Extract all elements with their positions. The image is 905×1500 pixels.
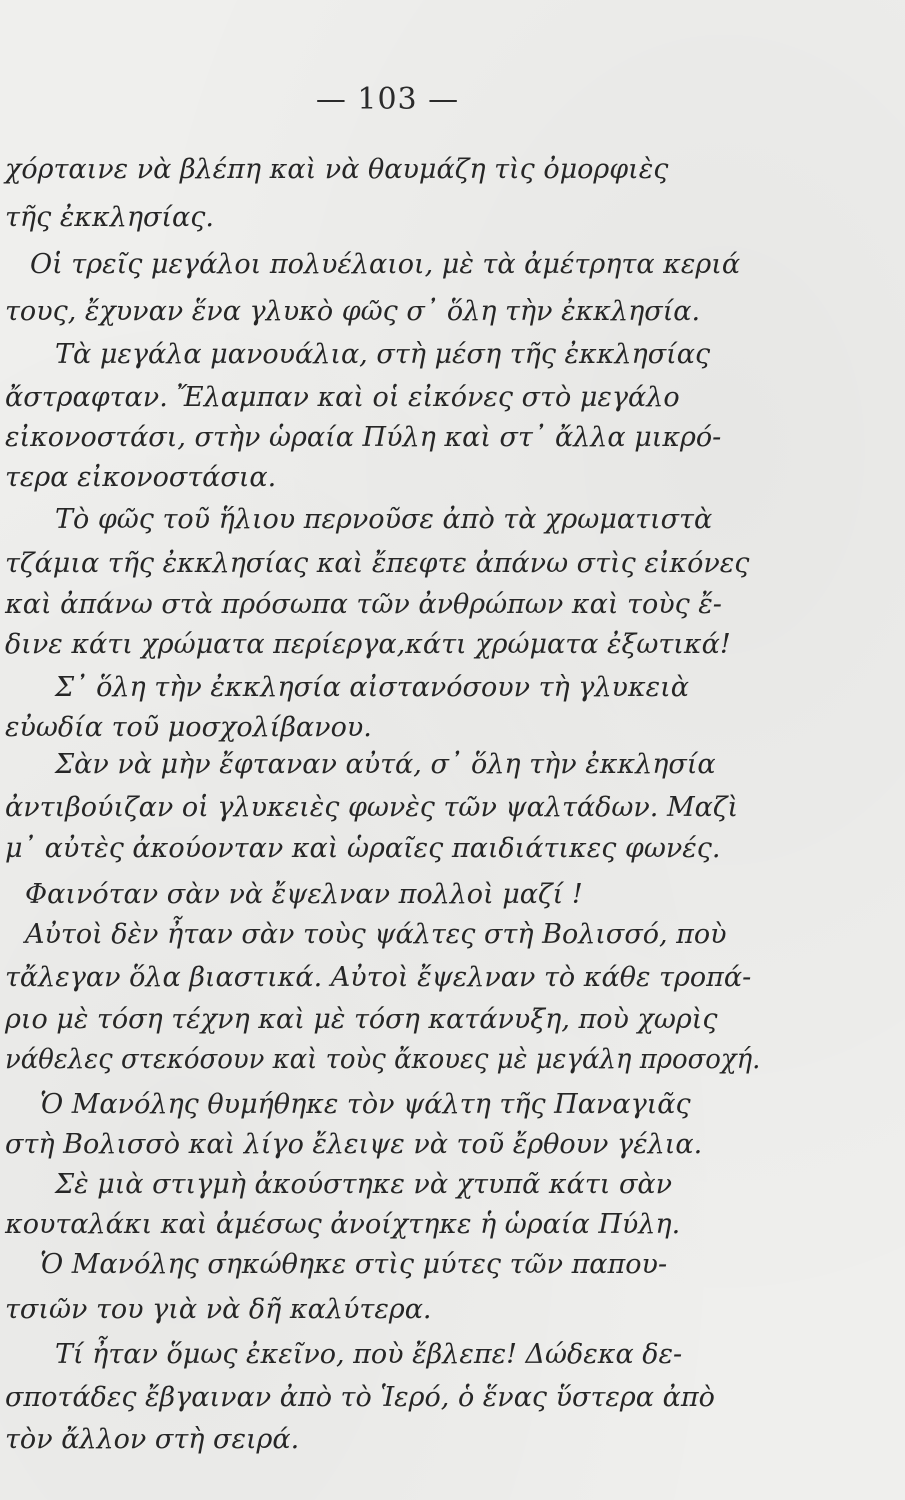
text-line: Αὐτοὶ δὲν ἦταν σὰν τοὺς ψάλτες στὴ Βολισσό, ποὺ (25, 919, 727, 950)
text-line: στὴ Βολισσὸ καὶ λίγο ἔλειψε νὰ τοῦ ἔρθουν γέλια. (5, 1129, 703, 1160)
text-line: τὸν ἄλλον στὴ σειρά. (5, 1424, 300, 1455)
text-line: Τὸ φῶς τοῦ ἥλιου περνοῦσε ἀπὸ τὰ χρωματιστὰ (55, 504, 713, 535)
text-line: τερα εἰκονοστάσια. (5, 462, 277, 493)
text-line: Τί ἦταν ὅμως ἐκεῖνο, ποὺ ἔβλεπε! Δώδεκα δε- (55, 1339, 683, 1370)
text-line: μ᾽ αὐτὲς ἀκούονταν καὶ ὡραῖες παιδιάτικες φωνές. (5, 833, 721, 864)
text-line: τσιῶν του γιὰ νὰ δῆ καλύτερα. (5, 1294, 432, 1325)
text-line: Σὰν νὰ μὴν ἔφταναν αὐτά, σ᾽ ὅλη τὴν ἐκκλησία (55, 749, 716, 780)
text-line: κουταλάκι καὶ ἀμέσως ἀνοίχτηκε ἡ ὡραία Πύλη. (5, 1209, 681, 1240)
text-line: Σὲ μιὰ στιγμὴ ἀκούστηκε νὰ χτυπᾶ κάτι σὰν (55, 1169, 673, 1200)
text-line: σποτάδες ἔβγαιναν ἀπὸ τὸ Ἱερό, ὁ ἕνας ὕστερα ἀπὸ (5, 1382, 715, 1413)
text-line: Σ᾽ ὅλη τὴν ἐκκλησία αἰστανόσουν τὴ γλυκειὰ (55, 672, 689, 703)
text-line: καὶ ἀπάνω στὰ πρόσωπα τῶν ἀνθρώπων καὶ τοὺς ἔ- (5, 589, 722, 620)
text-line: τζάμια τῆς ἐκκλησίας καὶ ἔπεφτε ἀπάνω στὶς εἰκόνες (5, 548, 750, 579)
text-line: Φαινόταν σὰν νὰ ἔψελναν πολλοὶ μαζί ! (25, 879, 583, 910)
text-line: εἰκονοστάσι, στὴν ὡραία Πύλη καὶ στ᾽ ἄλλα μικρό- (5, 422, 722, 453)
text-line: Οἱ τρεῖς μεγάλοι πολυέλαιοι, μὲ τὰ ἀμέτρητα κεριά (30, 249, 741, 280)
text-line: Ὁ Μανόλης θυμήθηκε τὸν ψάλτη τῆς Παναγιᾶς (40, 1089, 691, 1120)
text-line: τἄλεγαν ὅλα βιαστικά. Αὐτοὶ ἔψελναν τὸ κάθε τροπά- (5, 962, 752, 993)
text-line: τους, ἔχυναν ἕνα γλυκὸ φῶς σ᾽ ὅλη τὴν ἐκκλησία. (5, 296, 701, 327)
text-line: τῆς ἐκκλησίας. (5, 202, 214, 233)
page-number: — 103 — (315, 82, 460, 117)
text-line: χόρταινε νὰ βλέπη καὶ νὰ θαυμάζη τὶς ὀμορφιὲς (5, 154, 669, 185)
text-line: εὐωδία τοῦ μοσχολίβανου. (5, 712, 372, 743)
text-line: δινε κάτι χρώματα περίεργα,κάτι χρώματα ἐξωτικά! (5, 629, 731, 660)
text-line: ἀντιβούιζαν οἱ γλυκειὲς φωνὲς τῶν ψαλτάδων. Μαζὶ (5, 792, 739, 823)
text-line: Ὁ Μανόλης σηκώθηκε στὶς μύτες τῶν παπου- (40, 1249, 668, 1280)
text-line: ἄστραφταν. Ἔλαμπαν καὶ οἱ εἰκόνες στὸ μεγάλο (5, 382, 680, 413)
text-line: Τὰ μεγάλα μανουάλια, στὴ μέση τῆς ἐκκλησίας (55, 339, 711, 370)
text-line: ριο μὲ τόση τέχνη καὶ μὲ τόση κατάνυξη, ποὺ χωρὶς (5, 1004, 718, 1035)
text-line: νάθελες στεκόσουν καὶ τοὺς ἄκουες μὲ μεγάλη προσοχή. (5, 1044, 761, 1075)
